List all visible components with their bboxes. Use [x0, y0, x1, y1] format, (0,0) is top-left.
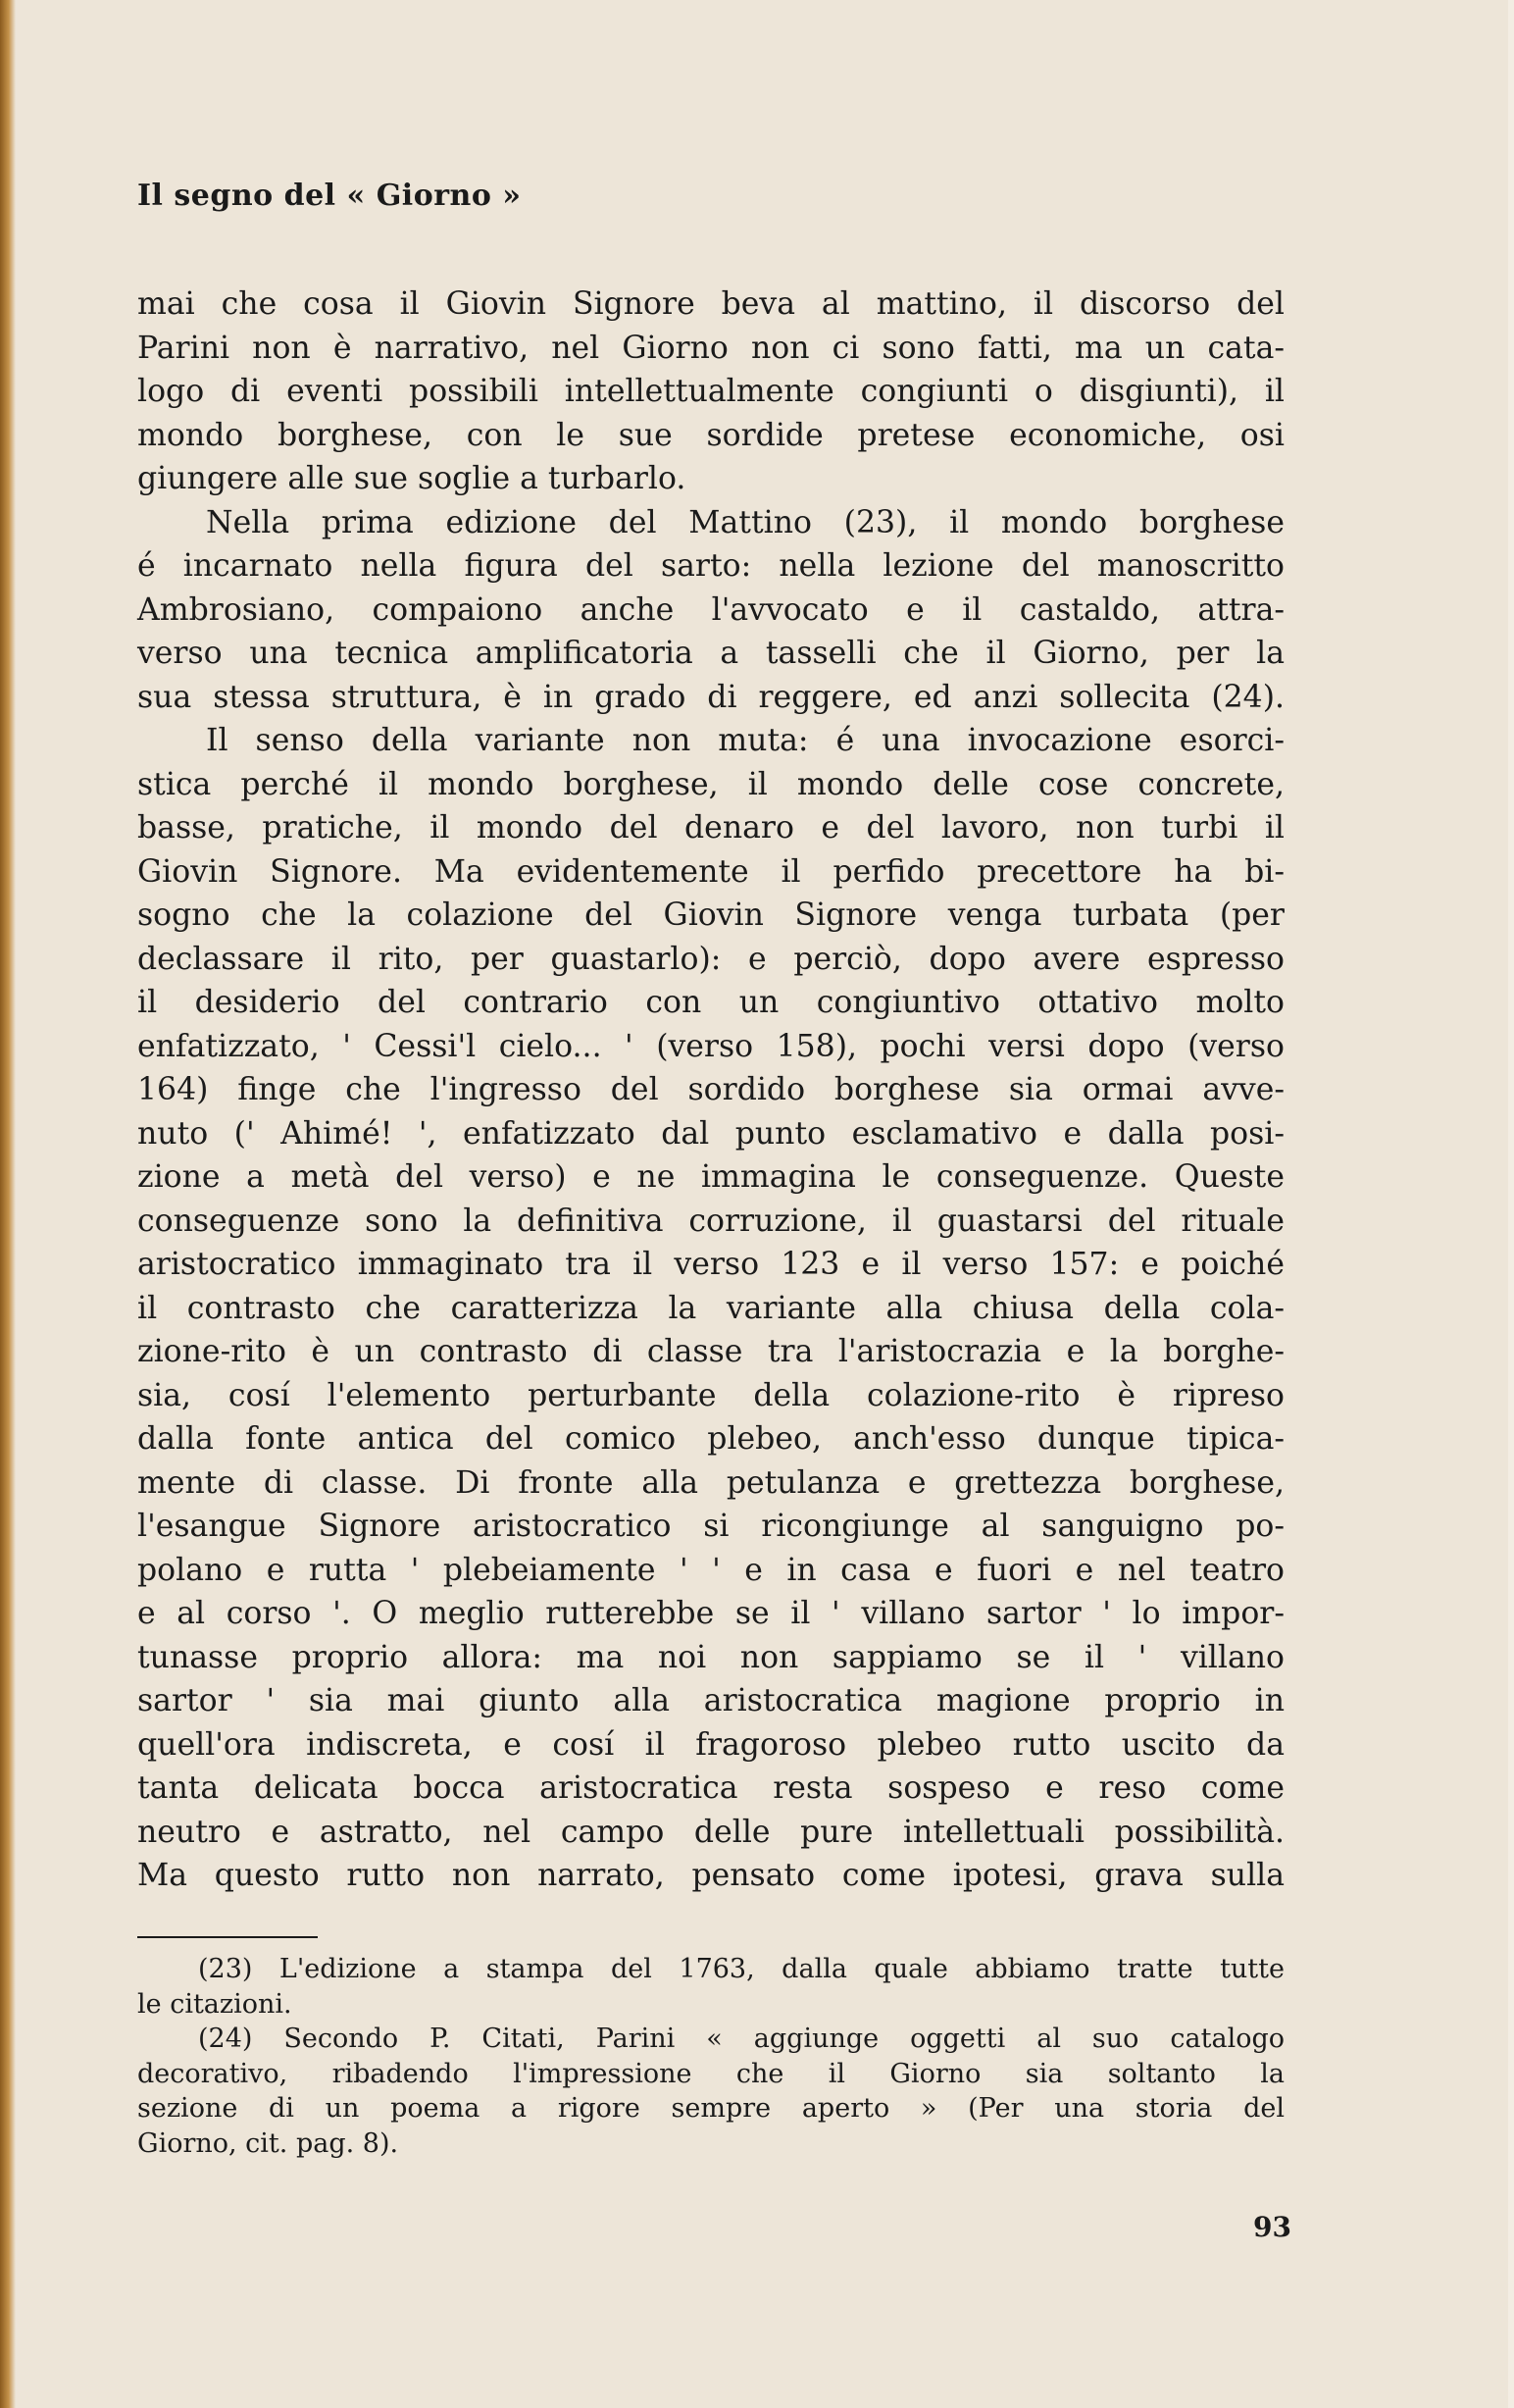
text-line: verso una tecnica amplificatoria a tasselli che il Giorno, per la — [137, 636, 1285, 671]
text-line: conseguenze sono la definitiva corruzione, il guastarsi del rituale — [137, 1203, 1285, 1239]
text-line: declassare il rito, per guastarlo): e perciò, dopo avere espresso — [137, 941, 1285, 977]
footnote-line: decorativo, ribadendo l'impressione che il Giorno sia soltanto la — [137, 2058, 1285, 2089]
text-line: stica perché il mondo borghese, il mondo delle cose concrete, — [137, 766, 1285, 802]
text-line: l'esangue Signore aristocratico si ricongiunge al sanguigno po- — [137, 1509, 1285, 1544]
text-line: sartor ' sia mai giunto alla aristocratica magione proprio in — [137, 1683, 1285, 1718]
text-line: logo di eventi possibili intellettualmente congiunti o disgiunti), il — [137, 374, 1285, 409]
text-line: mai che cosa il Giovin Signore beva al mattino, il discorso del — [137, 286, 1285, 322]
text-line: zione a metà del verso) e ne immagina le conseguenze. Queste — [137, 1159, 1285, 1195]
text-line: 164) finge che l'ingresso del sordido borghese sia ormai avve- — [137, 1072, 1285, 1107]
footnote-line: Giorno, cit. pag. 8). — [137, 2127, 399, 2159]
footnotes — [137, 1952, 1285, 2161]
text-line: mente di classe. Di fronte alla petulanza e grettezza borghese, — [137, 1464, 1285, 1501]
text-line: zione-rito è un contrasto di classe tra l'aristocrazia e la borghe- — [137, 1334, 1285, 1369]
text-line: é incarnato nella figura del sarto: nella lezione del manoscritto — [137, 548, 1285, 584]
text-line: sua stessa struttura, è in grado di reggere, ed anzi sollecita (24). — [137, 679, 1285, 715]
footnote-line: sezione di un poema a rigore sempre aperto » (Per una storia del — [137, 2093, 1285, 2124]
text-line: nuto (' Ahimé! ', enfatizzato dal punto esclamativo e dalla posi- — [137, 1115, 1285, 1152]
page-number: 93 — [1253, 2211, 1291, 2243]
text-line: Ma questo rutto non narrato, pensato come ipotesi, grava sulla — [137, 1858, 1285, 1893]
text-line: dalla fonte antica del comico plebeo, anch'esso dunque tipica- — [137, 1421, 1285, 1457]
text-line: Giovin Signore. Ma evidentemente il perfido precettore ha bi- — [137, 853, 1285, 890]
footnote-line: le citazioni. — [137, 1988, 292, 2020]
text-line: enfatizzato, ' Cessi'l cielo... ' (verso 158), pochi versi dopo (verso — [137, 1028, 1285, 1064]
body-text — [137, 282, 1285, 1898]
footnote-rule — [137, 1936, 318, 1938]
text-line: basse, pratiche, il mondo del denaro e del lavoro, non turbi il — [137, 810, 1285, 845]
text-line: sia, cosí l'elemento perturbante della colazione-rito è ripreso — [137, 1377, 1285, 1413]
text-line: giungere alle sue soglie a turbarlo. — [137, 461, 686, 496]
footnote-line: (23) L'edizione a stampa del 1763, dalla quale abbiamo tratte tutte — [198, 1954, 1285, 1984]
book-spine-shadow — [0, 0, 16, 2408]
text-line: e al corso '. O meglio rutterebbe se il ' villano sartor ' lo impor- — [137, 1596, 1285, 1631]
text-line: sogno che la colazione del Giovin Signore venga turbata (per — [137, 897, 1285, 933]
page-edge — [1508, 0, 1514, 2408]
text-line: neutro e astratto, nel campo delle pure intellettuali possibilità. — [137, 1814, 1285, 1850]
text-line: il contrasto che caratterizza la variante alla chiusa della cola- — [137, 1290, 1285, 1326]
text-line: Il senso della variante non muta: é una invocazione esorci- — [206, 723, 1285, 758]
text-line: Parini non è narrativo, nel Giorno non ci sono fatti, ma un cata- — [137, 330, 1285, 366]
text-line: polano e rutta ' plebeiamente ' ' e in casa e fuori e nel teatro — [137, 1552, 1285, 1588]
text-line: mondo borghese, con le sue sordide pretese economiche, osi — [137, 417, 1285, 453]
text-line: Ambrosiano, compaiono anche l'avvocato e il castaldo, attra- — [137, 591, 1285, 628]
running-header: Il segno del « Giorno » — [137, 179, 522, 213]
footnote-line: (24) Secondo P. Citati, Parini « aggiunge oggetti al suo catalogo — [198, 2024, 1285, 2054]
text-line: Nella prima edizione del Mattino (23), il mondo borghese — [206, 504, 1285, 540]
text-line: il desiderio del contrario con un congiuntivo ottativo molto — [137, 985, 1285, 1020]
text-line: aristocratico immaginato tra il verso 123 e il verso 157: e poiché — [137, 1247, 1285, 1282]
text-line: tanta delicata bocca aristocratica resta sospeso e reso come — [137, 1770, 1285, 1806]
text-line: quell'ora indiscreta, e cosí il fragoroso plebeo rutto uscito da — [137, 1726, 1285, 1763]
text-line: tunasse proprio allora: ma noi non sappiamo se il ' villano — [137, 1639, 1285, 1675]
